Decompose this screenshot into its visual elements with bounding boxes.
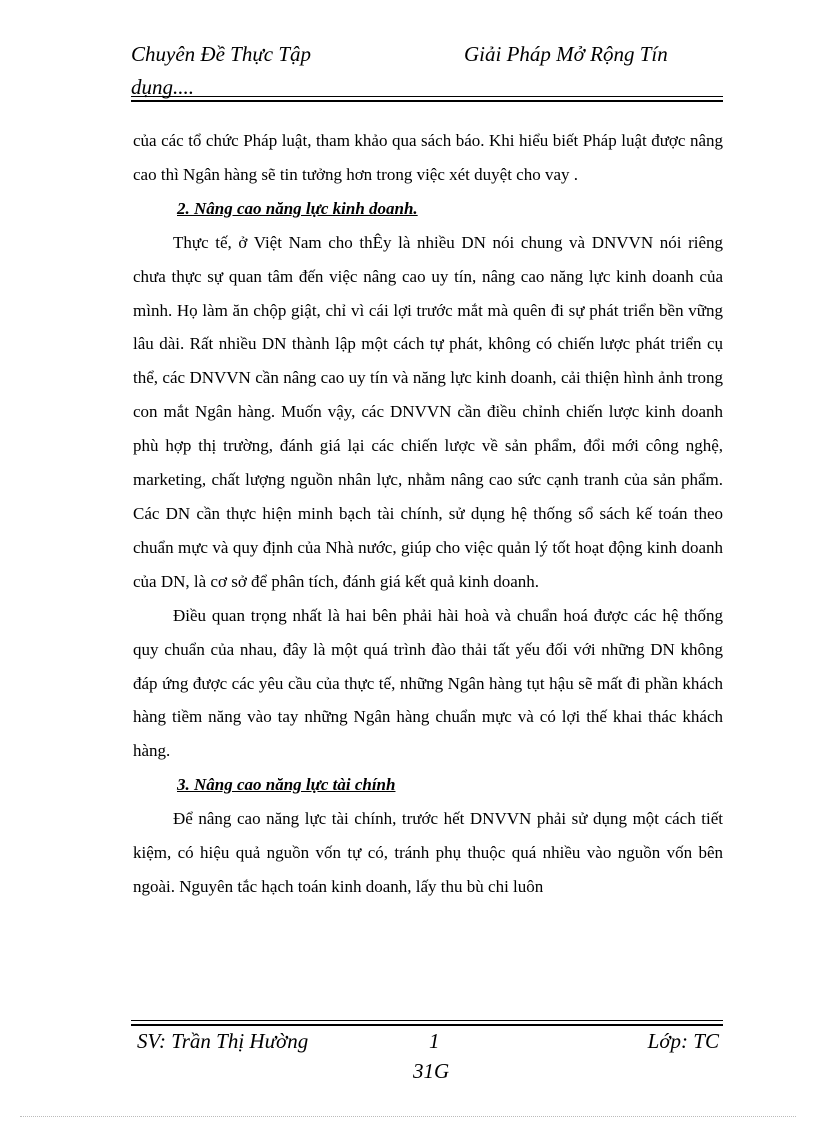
footer-rule [131, 1020, 723, 1026]
page-number: 1 [429, 1029, 440, 1053]
paragraph-harmonization: Điều quan trọng nhất là hai bên phải hài hoà và chuẩn hoá được các hệ thống quy chuẩn của nhau, đây là một quá trình đào thải tất yếu đối với những DN không đáp ứng được các yêu cầu của thực tế, những Ngân hàng tụt hậu sẽ mất đi phần khách hàng tiềm năng vào tay những Ngân hàng chuẩn mực và có lợi thế khai thác khách hàng. [133, 605, 723, 761]
header-rule [131, 96, 723, 102]
section-heading-3: 3. Nâng cao năng lực tài chính [177, 775, 396, 795]
paragraph-business-capacity: Thực tế, ở Việt Nam cho thÊy là nhiều DN nói chung và DNVVN nói riêng chưa thực sự quan tâm đến việc nâng cao uy tín, nâng cao năng lực kinh doanh của mình. Họ làm ăn chộp giật, chỉ vì cái lợi trước mắt mà quên đi sự phát triển bền vững lâu dài. Rất nhiều DN thành lập một cách tự phát, không có chiến lược phát triển cụ thể, các DNVVN cần nâng cao uy tín và năng lực kinh doanh, cải thiện hình ảnh trong con mắt Ngân hàng. Muốn vậy, các DNVVN cần điều chỉnh chiến lược kinh doanh phù hợp thị trường, đánh giá lại các chiến lược về sản phẩm, đổi mới công nghệ, marketing, chất lượng nguồn nhân lực, nhằm nâng cao sức cạnh tranh của sản phẩm. Các DN cần thực hiện minh bạch tài chính, sử dụng hệ thống sổ sách kế toán theo chuẩn mực và quy định của Nhà nước, giúp cho việc quản lý tốt hoạt động kinh doanh của DN, là cơ sở để phân tích, đánh giá kết quả kinh doanh. [133, 232, 723, 591]
footer-student-name: SV: Trần Thị Hường [137, 1029, 309, 1053]
page-edge-divider [20, 1116, 796, 1117]
header-title-right: Giải Pháp Mở Rộng Tín [464, 42, 668, 66]
paragraph-continuation: của các tổ chức Pháp luật, tham khảo qua sách báo. Khi hiểu biết Pháp luật được nâng cao thì Ngân hàng sẽ tin tưởng hơn trong việc xét duyệt cho vay . [133, 131, 723, 184]
document-body [133, 124, 723, 904]
paragraph-financial-capacity: Để nâng cao năng lực tài chính, trước hết DNVVN phải sử dụng một cách tiết kiệm, có hiệu quả nguồn vốn tự có, tránh phụ thuộc quá nhiều vào nguồn vốn bên ngoài. Nguyên tắc hạch toán kinh doanh, lấy thu bù chi luôn [133, 809, 723, 896]
header-title-continuation: dụng.... [131, 75, 194, 99]
header-title-left: Chuyên Đề Thực Tập [131, 42, 312, 66]
footer-class-continuation: 31G [413, 1059, 450, 1083]
section-heading-2: 2. Nâng cao năng lực kinh doanh. [177, 198, 418, 218]
footer-class-label: Lớp: TC [647, 1029, 719, 1053]
